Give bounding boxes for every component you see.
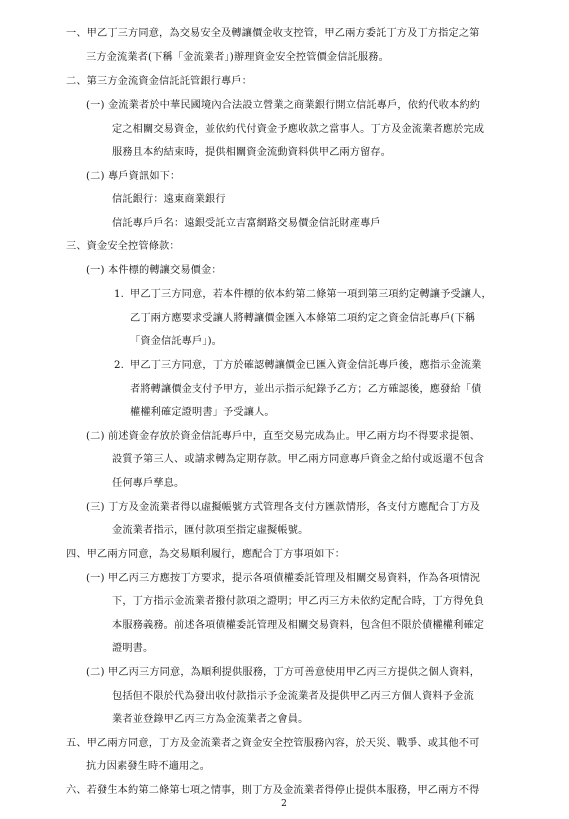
clause-3-1-line-1: (一) 本件標的轉讓交易價金： — [86, 265, 222, 276]
clause-4-1-line-2: 下，丁方指示金流業者撥付款項之證明；甲乙丙三方未依約定配合時，丁方得免負 — [112, 596, 485, 607]
clause-1-line-1: 一、甲乙丁三方同意，為交易安全及轉讓價金收支控管，甲乙兩方委託丁方及丁方指定之第 — [66, 28, 480, 39]
clause-6-line-1: 六、若發生本約第二條第七項之情事，則丁方及金流業者得停止提供本服務，甲乙兩方不得 — [66, 785, 480, 796]
clause-4-1-line-1: (一) 甲乙丙三方應按丁方要求，提示各項債權委託管理及相關交易資料，作為各項情況 — [86, 573, 481, 584]
clause-3-heading: 三、資金安全控管條款： — [66, 241, 180, 252]
item-2-number: 2. — [114, 360, 125, 371]
item-1-line-3: 「資金信託專戶」)。 — [130, 336, 223, 347]
clause-2-1-line-3: 服務且本約結束時，提供相關資金流動資料供甲乙兩方留存。 — [112, 147, 392, 158]
clause-2-1-line-2: 定之相關交易資金，並依約代付資金予應收款之當事人。丁方及金流業者應於完成 — [112, 124, 485, 135]
item-2-line-2: 者將轉讓價金支付予甲方，並出示指示紀錄予乙方；乙方確認後，應發給「債 — [130, 384, 482, 395]
clause-4-1-line-3: 本服務義務。前述各項債權委託管理及相關交易資料，包含但不限於債權權利確定 — [112, 620, 485, 631]
clause-5-line-1: 五、甲乙兩方同意，丁方及金流業者之資金安全控管服務內容，於天災、戰爭、或其他不可 — [66, 738, 480, 749]
clause-3-2-line-2: 設質予第三人、或請求轉為定期存款。甲乙兩方同意專戶資金之給付或返還不包含 — [112, 454, 485, 465]
clause-3-3-line-1: (三) 丁方及金流業者得以虛擬帳號方式管理各支付方匯款情形，各支付方應配合丁方及 — [86, 502, 481, 513]
clause-3-3-line-2: 金流業者指示，匯付款項至指定虛擬帳號。 — [112, 525, 309, 536]
item-1-line-2: 乙丁兩方應要求受讓人將轉讓價金匯入本條第二項約定之資金信託專戶(下稱 — [130, 313, 476, 324]
clause-5-line-2: 抗力因素發生時不適用之。 — [86, 761, 211, 772]
clause-4-2-line-1: (二) 甲乙丙三方同意，為順利提供服務，丁方可善意使用甲乙丙三方提供之個人資料， — [86, 667, 481, 678]
trust-account-name: 信託專戶戶名：遠銀受託立吉富網路交易價金信託財產專戶 — [112, 218, 381, 229]
item-2-line-1: 甲乙丁三方同意，丁方於確認轉讓價金已匯入資金信託專戶後，應指示金流業 — [130, 360, 482, 371]
clause-2-heading: 二、第三方金流資金信託託管銀行專戶： — [66, 76, 253, 87]
item-1-number: 1. — [114, 289, 125, 300]
clause-3-2-line-1: (二) 前述資金存放於資金信託專戶中，直至交易完成為止。甲乙兩方均不得要求提領、 — [86, 431, 481, 442]
clause-4-2-line-3: 業者並登錄甲乙丙三方為金流業者之會員。 — [112, 714, 309, 725]
trust-bank: 信託銀行：遠東商業銀行 — [112, 194, 226, 205]
item-1-line-1: 甲乙丁三方同意，若本件標的依本約第二條第一項到第三項約定轉讓予受讓人， — [130, 289, 492, 300]
clause-2-2-line-1: (二) 專戶資訊如下： — [86, 171, 181, 182]
clause-1-line-2: 三方金流業者(下稱「金流業者」)辦理資金安全控管價金信託服務。 — [86, 52, 389, 63]
item-2-line-3: 權權利確定證明書」予受讓人。 — [130, 407, 275, 418]
clause-2-1-line-1: (一) 金流業者於中華民國境內合法設立營業之商業銀行開立信託專戶，依約代收本約約 — [86, 100, 481, 111]
clause-4-1-line-4: 證明書。 — [112, 643, 154, 654]
page-number: 2 — [281, 799, 287, 809]
clause-4-heading: 四、甲乙兩方同意，為交易順利履行，應配合丁方事項如下： — [66, 549, 346, 560]
clause-4-2-line-2: 包括但不限於代為發出收付款指示予金流業者及提供甲乙丙三方個人資料予金流 — [112, 691, 474, 702]
clause-3-2-line-3: 任何專戶孳息。 — [112, 478, 185, 489]
